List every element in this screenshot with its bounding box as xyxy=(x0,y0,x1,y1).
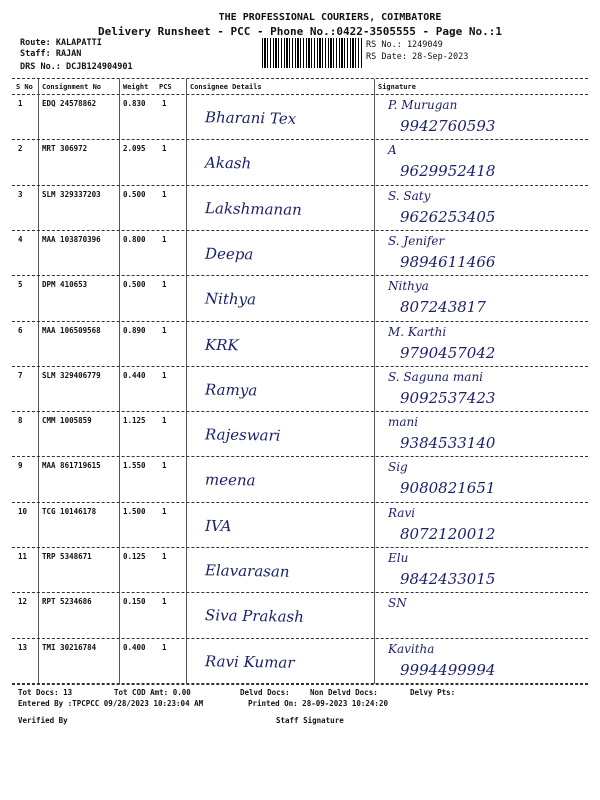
entered-by: Entered By :TPCPCC 09/28/2023 10:23:04 AM xyxy=(18,699,204,708)
col-weight: Weight xyxy=(123,83,149,91)
row-signature: S. Saguna mani xyxy=(388,369,484,384)
row-divider xyxy=(12,592,588,593)
row-weight: 0.400 xyxy=(123,642,146,652)
row-signature: S. Saty xyxy=(388,188,431,203)
row-consignment-number: TRP 5348671 xyxy=(42,552,92,561)
col-consignee: Consignee Details xyxy=(190,83,262,91)
row-serial-number: 2 xyxy=(18,144,23,154)
row-signature: M. Karthi xyxy=(388,324,447,339)
runsheet-subtitle: Delivery Runsheet - PCC - Phone No.:0422-3505555 - Page No.:1 xyxy=(98,25,502,38)
row-weight: 1.550 xyxy=(123,461,146,471)
row-consignee-name: Ramya xyxy=(204,380,258,400)
col-signature: Signature xyxy=(378,83,416,91)
delivered-docs: Delvd Docs: xyxy=(240,688,290,697)
row-consignment-number: MAA 103870396 xyxy=(42,234,101,244)
row-divider xyxy=(12,366,588,367)
table-top-rule xyxy=(12,78,588,79)
row-signature: Kavitha xyxy=(388,641,435,656)
row-signature-phone: 9894611466 xyxy=(400,252,496,271)
row-consignee-name: Nithya xyxy=(204,289,257,309)
row-signature: Nithya xyxy=(388,279,429,294)
col-pcs: PCS xyxy=(159,83,172,91)
row-pieces: 1 xyxy=(162,144,167,154)
row-pieces: 1 xyxy=(162,461,167,471)
staff-signature: Staff Signature xyxy=(276,716,344,725)
row-serial-number: 8 xyxy=(18,416,23,426)
row-divider xyxy=(12,411,588,412)
row-consignee-name: Akash xyxy=(204,153,252,173)
col-sno: S No xyxy=(16,83,33,91)
row-signature-phone: 807243817 xyxy=(400,298,486,317)
row-pieces: 1 xyxy=(162,189,167,199)
row-consignee-name: KRK xyxy=(204,335,239,354)
row-consignee-name: Bharani Tex xyxy=(204,108,297,128)
row-serial-number: 1 xyxy=(18,99,23,108)
row-serial-number: 12 xyxy=(18,597,28,607)
tot-docs: Tot Docs: 13 xyxy=(18,688,73,697)
row-signature-phone: 9994499994 xyxy=(400,660,496,679)
row-consignment-number: TCG 10146178 xyxy=(42,506,97,516)
row-signature: Sig xyxy=(388,460,408,475)
row-consignment-number: SLM 329406779 xyxy=(42,370,101,380)
row-pieces: 1 xyxy=(162,280,167,290)
row-signature-phone: 9626253405 xyxy=(400,207,496,226)
row-weight: 0.500 xyxy=(123,189,146,199)
barcode-image xyxy=(262,38,362,68)
row-consignee-name: Siva Prakash xyxy=(204,606,305,627)
row-pieces: 1 xyxy=(162,370,167,380)
row-divider xyxy=(12,139,588,140)
row-weight: 0.500 xyxy=(123,280,146,290)
row-signature-phone: 9629952418 xyxy=(400,162,496,181)
route-label: Route: KALAPATTI xyxy=(20,38,102,48)
row-pieces: 1 xyxy=(162,552,167,561)
non-delivered-docs: Non Delvd Docs: xyxy=(310,688,378,697)
row-weight: 2.095 xyxy=(123,144,146,154)
row-pieces: 1 xyxy=(162,234,167,244)
row-weight: 0.890 xyxy=(123,325,146,335)
row-signature: P. Murugan xyxy=(388,98,458,112)
row-divider xyxy=(12,185,588,186)
row-weight: 0.800 xyxy=(123,234,146,244)
row-pieces: 1 xyxy=(162,99,167,108)
row-consignment-number: SLM 329337203 xyxy=(42,189,101,199)
row-signature: A xyxy=(388,143,397,158)
row-signature-phone: 9384533140 xyxy=(400,434,496,453)
row-divider xyxy=(12,456,588,457)
row-serial-number: 3 xyxy=(18,189,23,199)
row-pieces: 1 xyxy=(162,506,167,516)
row-consignment-number: EDQ 24578862 xyxy=(42,99,97,108)
row-consignee-name: IVA xyxy=(204,516,232,535)
row-divider xyxy=(12,230,588,231)
delivery-points: Delvy Pts: xyxy=(410,688,456,697)
company-title: THE PROFESSIONAL COURIERS, COIMBATORE xyxy=(218,12,442,23)
row-serial-number: 6 xyxy=(18,325,23,335)
verified-by: Verified By xyxy=(18,716,68,725)
row-consignee-name: Deepa xyxy=(204,244,254,264)
row-weight: 0.830 xyxy=(123,99,146,108)
row-signature: mani xyxy=(388,415,419,430)
tot-cod-amt: Tot COD Amt: 0.00 xyxy=(114,688,191,697)
row-signature: SN xyxy=(388,596,407,611)
row-signature: Elu xyxy=(388,551,409,565)
row-divider xyxy=(12,275,588,276)
row-serial-number: 4 xyxy=(18,234,23,244)
row-consignee-name: Rajeswari xyxy=(204,425,281,445)
row-weight: 1.125 xyxy=(123,416,146,426)
rs-number: RS No.: 1249049 xyxy=(366,40,443,50)
row-consignment-number: MRT 306972 xyxy=(42,144,88,154)
row-consignment-number: DPM 410653 xyxy=(42,280,88,290)
row-divider xyxy=(12,321,588,322)
row-weight: 0.440 xyxy=(123,370,146,380)
row-consignee-name: Lakshmanan xyxy=(204,198,302,219)
rs-date: RS Date: 28-Sep-2023 xyxy=(366,52,469,62)
row-consignment-number: TMI 30216784 xyxy=(42,642,97,652)
row-pieces: 1 xyxy=(162,597,167,607)
row-signature: S. Jenifer xyxy=(388,233,445,248)
row-divider xyxy=(12,502,588,503)
row-serial-number: 9 xyxy=(18,461,23,471)
row-divider xyxy=(12,638,588,639)
row-serial-number: 13 xyxy=(18,642,28,652)
row-signature-phone: 9790457042 xyxy=(400,343,496,362)
printed-on: Printed On: 28-09-2023 10:24:20 xyxy=(248,699,388,708)
row-signature-phone: 9080821651 xyxy=(400,479,496,498)
row-pieces: 1 xyxy=(162,642,167,652)
staff-label: Staff: RAJAN xyxy=(20,49,82,59)
row-serial-number: 11 xyxy=(18,552,28,561)
row-signature-phone: 8072120012 xyxy=(400,524,496,543)
row-consignment-number: MAA 106509568 xyxy=(42,325,101,335)
row-consignment-number: RPT 5234686 xyxy=(42,597,92,607)
row-consignment-number: CMM 1005859 xyxy=(42,416,92,426)
row-pieces: 1 xyxy=(162,325,167,335)
row-consignee-name: meena xyxy=(204,470,256,490)
row-pieces: 1 xyxy=(162,416,167,426)
row-signature-phone: 9092537423 xyxy=(400,388,496,407)
row-signature-phone: 9942760593 xyxy=(400,117,496,135)
row-consignment-number: MAA 861719615 xyxy=(42,461,101,471)
table-bottom-rule xyxy=(12,684,588,685)
row-signature: Ravi xyxy=(388,505,416,520)
row-weight: 1.500 xyxy=(123,506,146,516)
row-consignee-name: Elavarasan xyxy=(204,561,290,581)
row-consignee-name: Ravi Kumar xyxy=(204,651,295,672)
row-serial-number: 10 xyxy=(18,506,28,516)
row-serial-number: 7 xyxy=(18,370,23,380)
row-weight: 0.125 xyxy=(123,552,146,561)
row-signature-phone: 9842433015 xyxy=(400,570,496,588)
row-weight: 0.150 xyxy=(123,597,146,607)
row-serial-number: 5 xyxy=(18,280,23,290)
drs-number: DRS No.: DCJB124904901 xyxy=(20,62,133,72)
col-consignment: Consignment No xyxy=(42,83,102,91)
row-divider xyxy=(12,547,588,548)
header-bottom-rule xyxy=(12,94,588,95)
